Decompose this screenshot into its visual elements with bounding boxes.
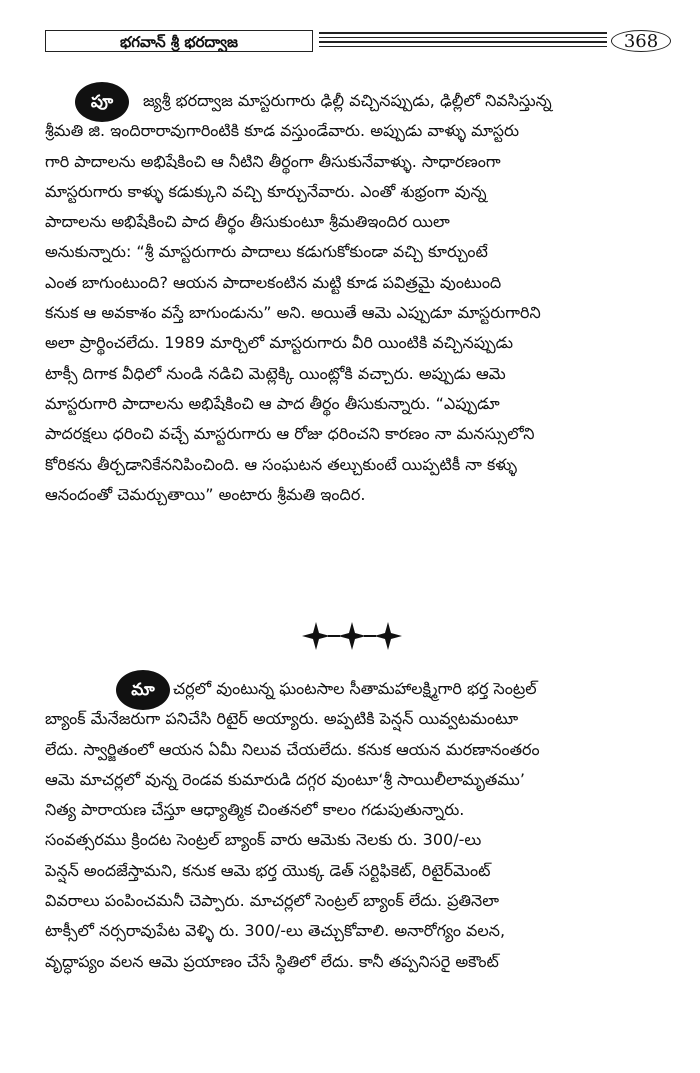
text-line: చర్లలో వుంటున్న ఘంటసాల సీతామహాలక్ష్మిగారి భర్త సెంట్రల్ [173,679,537,698]
text-line: మాస్టరుగారి పాదాలను అభిషేకించి ఆ పాద తీర్థం తీసుకున్నారు. “ఎప్పుడూ [45,393,500,413]
page-header [45,30,675,54]
ornament-divider [300,620,404,652]
text-line: శ్రీమతి జి. ఇందిరారావుగారింటికి కూడ వస్తుండేవారు. అప్పుడు వాళ్ళు మాస్టరు [45,121,519,141]
text-line: గారి పాదాలను అభిషేకించి ఆ నీటిని తీర్థంగా తీసుకునేవాళ్ళు. సాధారణంగా [45,151,501,171]
text-line: ఎంత బాగుంటుంది? ఆయన పాదాలకంటిన మట్టి కూడ పవిత్రమై వుంటుంది [45,272,502,292]
text-line: బ్యాంక్ మేనేజరుగా పనిచేసి రిటైర్ అయ్యారు. అప్పటికి పెన్షన్ యివ్వటమంటూ [45,709,519,729]
page-number: 368 [611,30,671,52]
text-line: వృద్ధాప్యం వలన ఆమె ప్రయాణం చేసే స్థితిలో లేదు. కానీ తప్పనిసరై అకౌంట్ [45,951,499,971]
paragraph-seethamahalakshmi [45,674,665,977]
text-line: పాదరక్షలు ధరించి వచ్చే మాస్టరుగారు ఆ రోజు ధరించని కారణం నా మనస్సులోని [45,424,535,444]
ornament-star-2 [338,622,366,650]
text-line: అలా ప్రార్థించలేదు. 1989 మార్చిలో మాస్టరుగారు వీరి యింటికి వచ్చినప్పుడు [45,333,513,353]
text-line: కోరికను తీర్చడానికేననిపించింది. ఆ సంఘటన తల్చుకుంటే యిప్పటికీ నా కళ్ళు [45,454,518,474]
dropcap-badge: పూ [75,82,129,122]
text-line: టాక్సీలో నర్సరావుపేట వెళ్ళి రు. 300/-లు తెచ్చుకోవాలి. అనారోగ్యం వలన, [45,921,506,941]
text-line: జ్యశ్రీ భరద్వాజ మాస్టరుగారు ఢిల్లీ వచ్చినప్పుడు, ఢిల్లీలో నివసిస్తున్న [143,91,552,110]
dropcap-badge: మా [116,670,170,710]
header-rule-lines [319,32,607,52]
paragraph-bharadwaja-delhi [45,86,665,510]
text-line: నిత్య పారాయణ చేస్తూ ఆధ్యాత్మిక చింతనలో కాలం గడుపుతున్నారు. [45,800,465,820]
text-line: టాక్సీ దిగాక వీధిలో నుండి నడిచి మెట్లెక్కి యింట్లోకి వచ్చారు. అప్పుడు ఆమె [45,363,506,383]
book-title: భగవాన్ శ్రీ భరద్వాజ [45,30,313,52]
text-line: ఆనందంతో చెమర్చుతాయి” అంటారు శ్రీమతి ఇందిర. [45,484,366,504]
ornament-star-1 [302,622,330,650]
text-line: కనుక ఆ అవకాశం వస్తే బాగుండును” అని. అయితే ఆమె ఎప్పుడూ మాస్టరుగారిని [45,303,541,323]
text-line: పెన్షన్ అందజేస్తామని, కనుక ఆమె భర్త యొక్క డెత్ సర్టిఫికెట్, రిటైర్‌మెంట్ [45,860,491,880]
text-line: లేదు. స్వార్జితంలో ఆయన ఏమీ నిలువ చేయలేదు. కనుక ఆయన మరణానంతరం [45,739,540,759]
text-line: సంవత్సరము క్రిందట సెంట్రల్ బ్యాంక్ వారు ఆమెకు నెలకు రు. 300/-లు [45,830,482,850]
text-line: మాస్టరుగారు కాళ్ళు కడుక్కుని వచ్చి కూర్చునేవారు. ఎంతో శుభ్రంగా వున్న [45,181,487,201]
text-line: వివరాలు పంపించమనీ చెప్పారు. మాచర్లలో సెంట్రల్ బ్యాంక్ లేదు. ప్రతినెలా [45,891,500,911]
text-line: పాదాలను అభిషేకించి పాద తీర్థం తీసుకుంటూ శ్రీమతిఇందిర యిలా [45,212,450,232]
text-line: ఆమె మాచర్లలో వున్న రెండవ కుమారుడి దగ్గర వుంటూ‘శ్రీ సాయిలీలామృతము’ [45,769,525,789]
ornament-star-3 [374,622,402,650]
text-line: అనుకున్నారు: “శ్రీ మాస్టరుగారు పాదాలు కడుగుకోకుండా వచ్చి కూర్చుంటే [45,242,488,262]
